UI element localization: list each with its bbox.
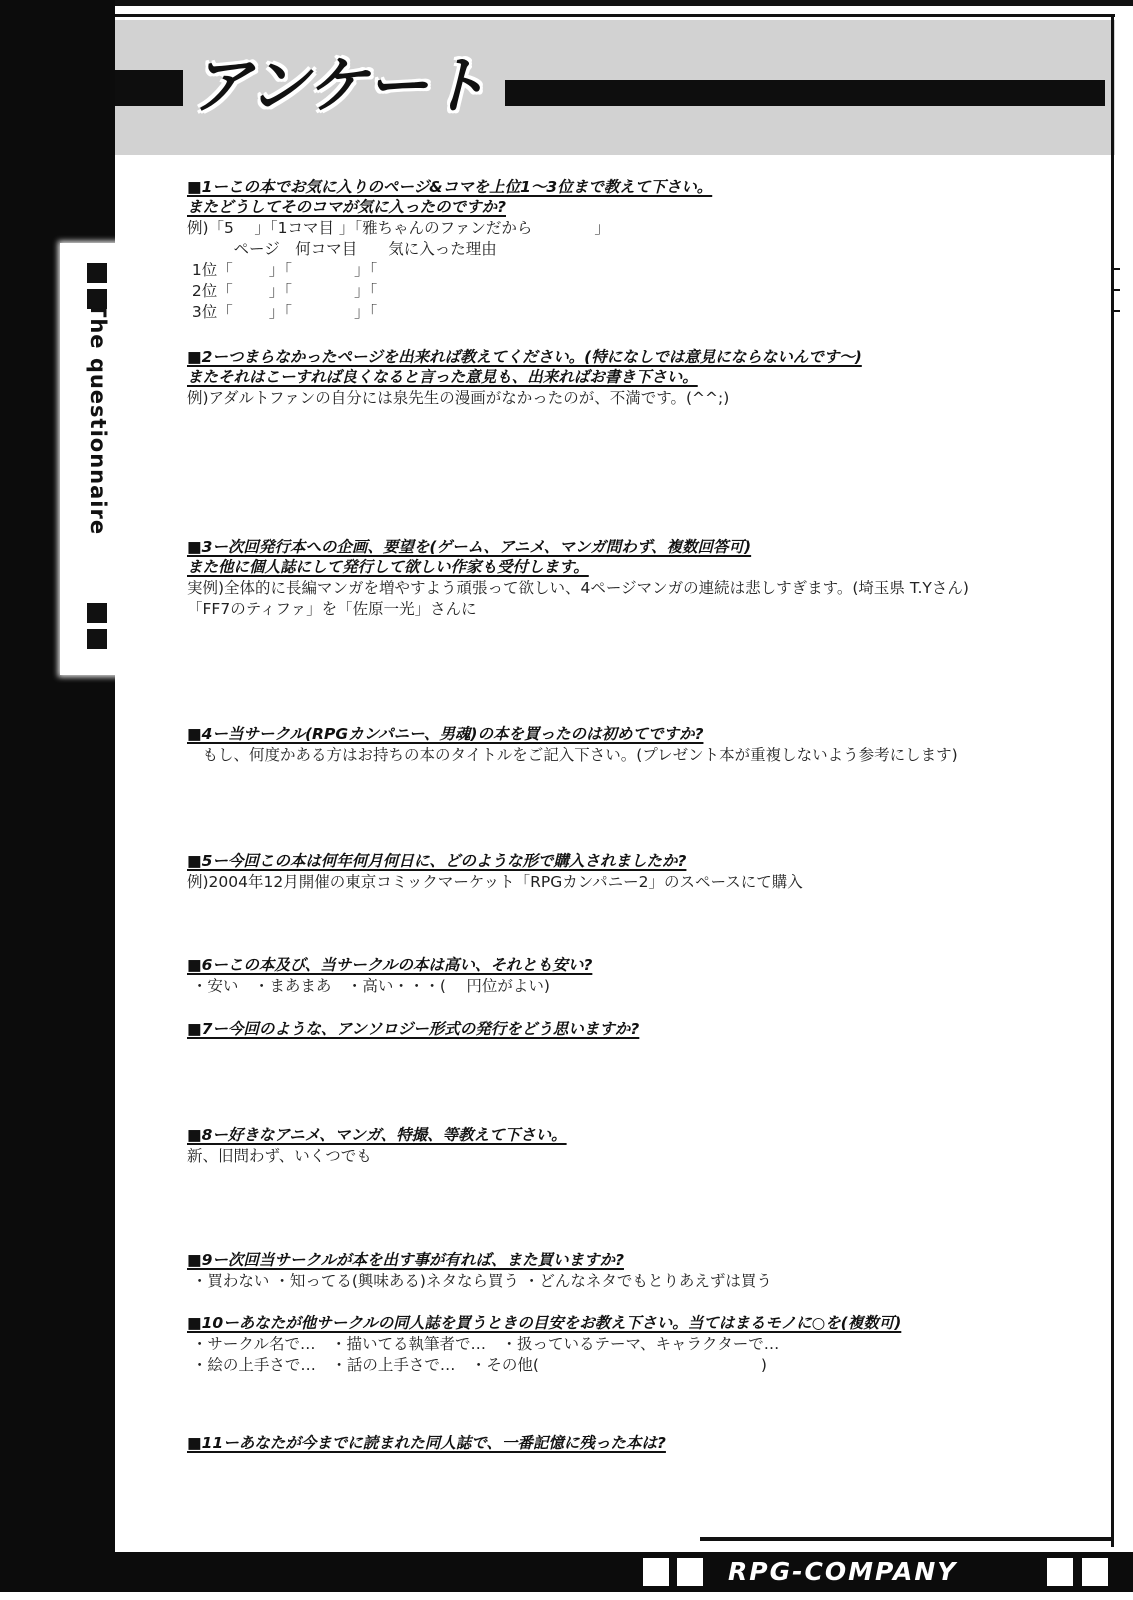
question-9-options: ・買わない ・知ってる(興味ある)ネタなら買う ・どんなネタでもとりあえずは買う (187, 1272, 772, 1290)
title-bar-left (115, 70, 183, 106)
question-3-example: 実例)全体的に長編マンガを増やすよう頑張って欲しい、4ページマンガの連続は悲しすぎます。(埼玉県 T.Yさん) (187, 579, 969, 597)
square-icon (87, 603, 107, 623)
question-6-options: ・安い ・まあまあ ・高い・・・( 円位がよい) (187, 977, 550, 995)
square-icon (677, 1558, 703, 1586)
page-title: アンケート (190, 49, 487, 122)
question-5-heading: ■5ー今回この本は何年何月何日に、どのような形で購入されましたか? (187, 852, 687, 870)
top-rule (115, 0, 1133, 6)
left-black-bar (0, 0, 115, 1600)
square-icon (1047, 1558, 1073, 1586)
question-6-heading: ■6ーこの本及び、当サークルの本は高い、それとも安い? (187, 956, 593, 974)
square-icon (643, 1558, 669, 1586)
footer-label: RPG-COMPANY (728, 1557, 958, 1586)
question-3-heading-line-1: ■3ー次回発行本への企画、要望を(ゲーム、アニメ、マンガ問わず、複数回答可) (187, 538, 752, 556)
question-8-heading: ■8ー好きなアニメ、マンガ、特撮、等教えて下さい。 (187, 1126, 567, 1144)
question-1-rank-1: 1位「 」「 」「 (187, 261, 378, 279)
question-7-heading: ■7ー今回のような、アンソロジー形式の発行をどう思いますか? (187, 1020, 640, 1038)
question-1-heading-line-2: またどうしてそのコマが気に入ったのですか? (187, 198, 506, 216)
question-1-example: 例)「5 」「1コマ目 」「雅ちゃんのファンだから 」 (187, 219, 610, 237)
question-4-note: もし、何度かある方はお持ちの本のタイトルをご記入下さい。(プレゼント本が重複しないよう参考にします) (187, 746, 958, 764)
question-2-example: 例)アダルトファンの自分には泉先生の漫画がなかったのが、不満です。(^^;) (187, 389, 730, 407)
square-icon (87, 263, 107, 283)
right-rule (1111, 17, 1114, 1547)
square-icon (87, 629, 107, 649)
question-11-heading: ■11ーあなたが今までに読まれた同人誌で、一番記憶に残った本は? (187, 1434, 666, 1452)
question-10-options-2: ・絵の上手さで… ・話の上手さで… ・その他( ) (187, 1356, 767, 1374)
footer-bottom-strip (0, 1592, 1133, 1600)
question-10-options-1: ・サークル名で… ・描いてる執筆者で… ・扱っているテーマ、キャラクターで… (187, 1335, 780, 1353)
title-bar-right (505, 80, 1105, 106)
question-5-example: 例)2004年12月開催の東京コミックマーケット「RPGカンパニー2」のスペースにて購入 (187, 873, 803, 891)
tick-mark (1114, 310, 1120, 312)
question-1-heading-line-1: ■1ーこの本でお気に入りのページ&コマを上位1〜3位まで教えて下さい。 (187, 178, 713, 196)
question-1-example-labels: ページ 何コマ目 気に入った理由 (187, 240, 497, 258)
question-9-heading: ■9ー次回当サークルが本を出す事が有れば、また買いますか? (187, 1251, 624, 1269)
sidebar-tab (60, 243, 150, 675)
question-10-heading: ■10ーあなたが他サークルの同人誌を買うときの目安をお教え下さい。当てはまるモノに○を(複数可) (187, 1314, 902, 1332)
sidebar-label: The questionnaire (86, 303, 110, 536)
footer-rule (700, 1537, 1111, 1541)
question-2-heading-line-1: ■2ーつまらなかったページを出来れば教えてください。(特になしでは意見にならないんです〜) (187, 348, 862, 366)
tick-mark (1114, 268, 1120, 270)
question-3-heading-line-2: また他に個人誌にして発行して欲しい作家も受付します。 (187, 558, 589, 576)
question-4-heading: ■4ー当サークル(RPGカンパニー、男魂)の本を買ったのは初めてですか? (187, 725, 704, 743)
question-2-heading-line-2: またそれはこーすれば良くなると言った意見も、出来ればお書き下さい。 (187, 368, 698, 386)
top-rule-thin (115, 14, 1115, 17)
question-1-rank-2: 2位「 」「 」「 (187, 282, 378, 300)
question-3-example-2: 「FF7のティファ」を「佐原一光」さんに (187, 600, 477, 618)
square-icon (1082, 1558, 1108, 1586)
question-8-note: 新、旧問わず、いくつでも (187, 1147, 372, 1165)
question-1-rank-3: 3位「 」「 」「 (187, 303, 378, 321)
tick-mark (1114, 289, 1120, 291)
